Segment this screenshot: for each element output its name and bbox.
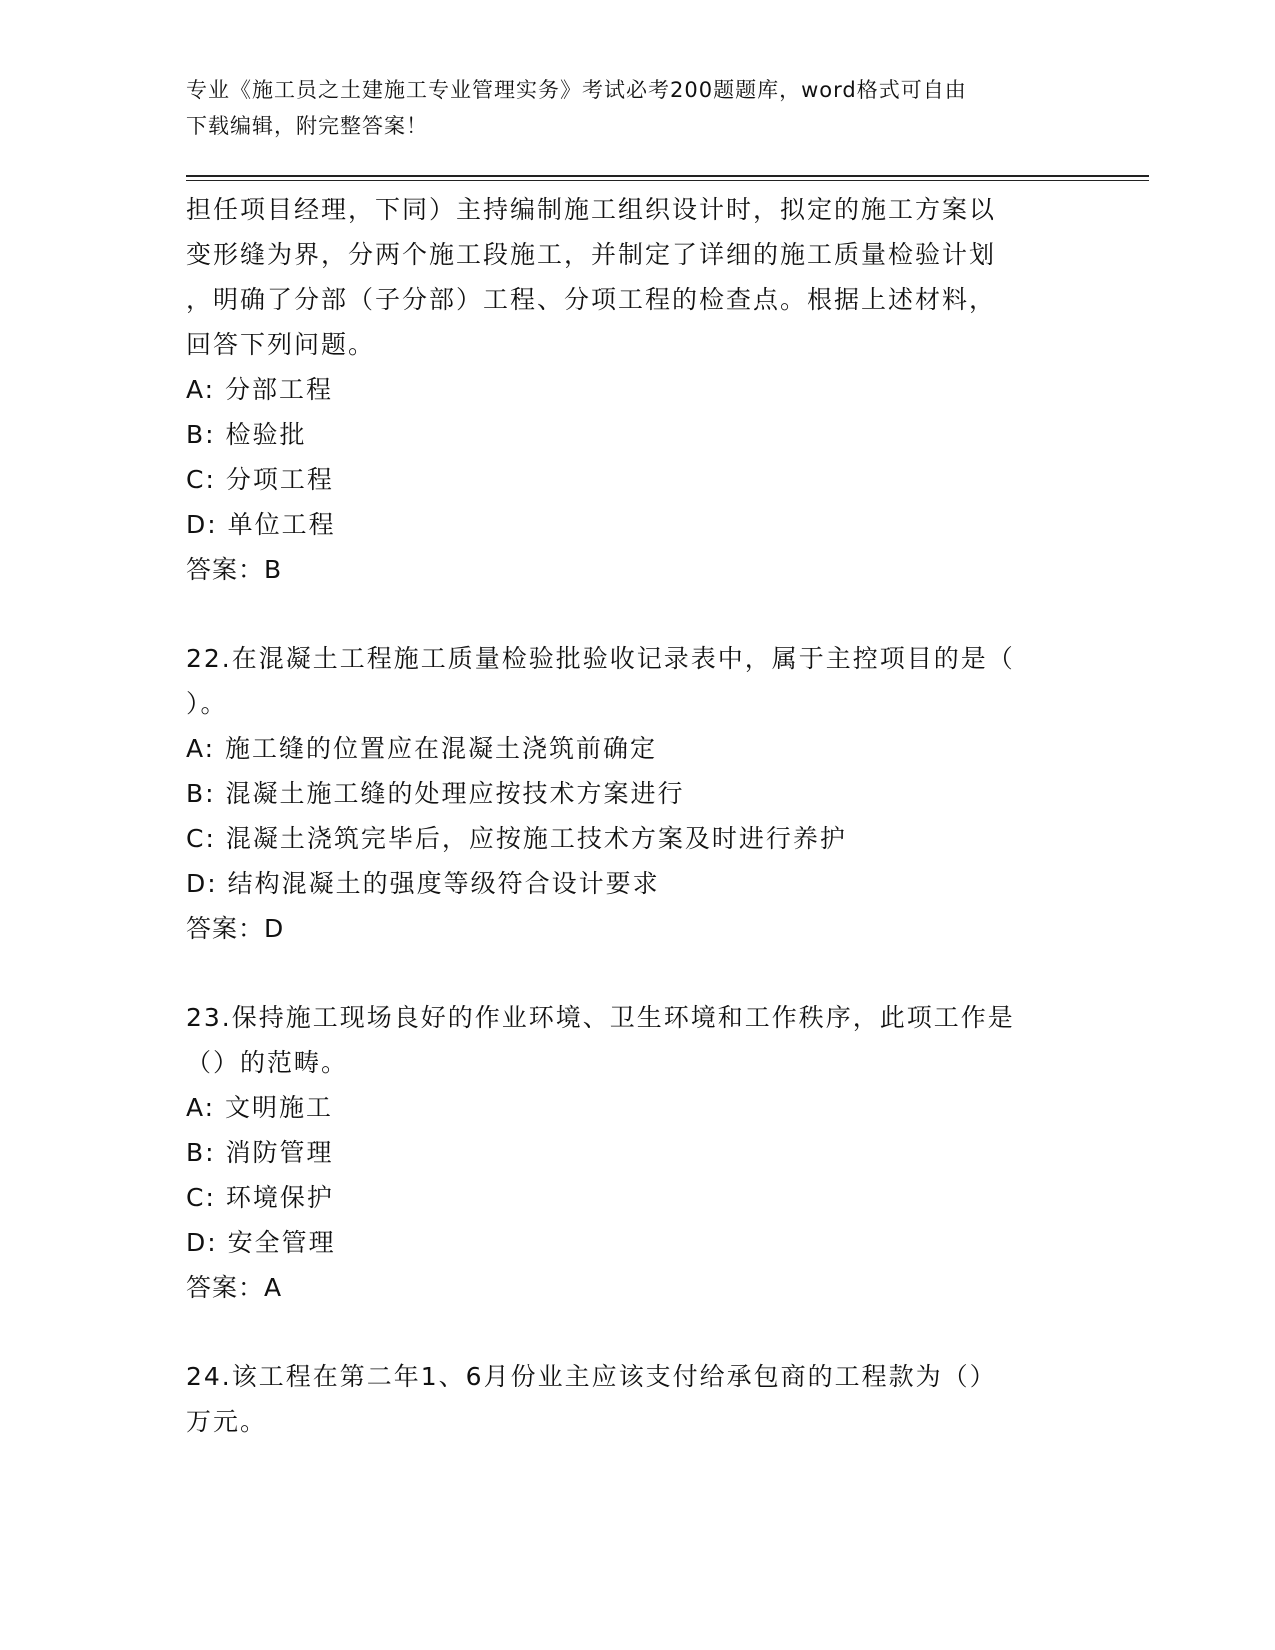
question-24 [186, 1354, 1086, 1444]
question-stem-line: 万元。 [186, 1407, 268, 1436]
header-title-line-1: 专业《施工员之土建施工专业管理实务》考试必考200题题库，word格式可自由 [186, 78, 967, 102]
option-c: C: 混凝土浇筑完毕后，应按施工技术方案及时进行养护 [186, 824, 847, 853]
question-gap [186, 592, 1086, 636]
question-stem-line: ）。 [186, 689, 228, 718]
question-stem-line: ，明确了分部（子分部）工程、分项工程的检查点。根据上述材料， [186, 285, 997, 314]
option-d: D: 安全管理 [186, 1228, 336, 1257]
option-d: D: 单位工程 [186, 510, 336, 539]
option-d: D: 结构混凝土的强度等级符合设计要求 [186, 869, 660, 898]
option-a: A: 分部工程 [186, 375, 334, 404]
answer: 答案：D [186, 914, 285, 943]
question-list [186, 187, 1086, 1444]
option-a: A: 文明施工 [186, 1093, 334, 1122]
question-stem-line: 23.保持施工现场良好的作业环境、卫生环境和工作秩序，此项工作是 [186, 1003, 1015, 1032]
option-b: B: 混凝土施工缝的处理应按技术方案进行 [186, 779, 685, 808]
question-23 [186, 995, 1086, 1310]
option-b: B: 检验批 [186, 420, 307, 449]
question-21 [186, 187, 1086, 592]
answer: 答案：B [186, 555, 283, 584]
header-divider-thin [186, 180, 1149, 181]
question-stem-line: （）的范畴。 [186, 1048, 349, 1077]
question-stem-line: 变形缝为界，分两个施工段施工，并制定了详细的施工质量检验计划 [186, 240, 997, 269]
question-stem-line: 回答下列问题。 [186, 330, 376, 359]
option-c: C: 环境保护 [186, 1183, 334, 1212]
question-gap [186, 1310, 1086, 1354]
header-title-line-2: 下载编辑，附完整答案！ [186, 114, 428, 138]
question-stem-line: 24.该工程在第二年1、6月份业主应该支付给承包商的工程款为（） [186, 1362, 997, 1391]
document-header [186, 72, 1066, 144]
answer: 答案：A [186, 1273, 283, 1302]
header-divider-thick [186, 175, 1149, 177]
question-22 [186, 636, 1086, 951]
option-b: B: 消防管理 [186, 1138, 334, 1167]
option-c: C: 分项工程 [186, 465, 334, 494]
question-gap [186, 951, 1086, 995]
question-stem-line: 担任项目经理，下同）主持编制施工组织设计时，拟定的施工方案以 [186, 195, 997, 224]
question-stem-line: 22.在混凝土工程施工质量检验批验收记录表中，属于主控项目的是（ [186, 644, 1015, 673]
option-a: A: 施工缝的位置应在混凝土浇筑前确定 [186, 734, 658, 763]
